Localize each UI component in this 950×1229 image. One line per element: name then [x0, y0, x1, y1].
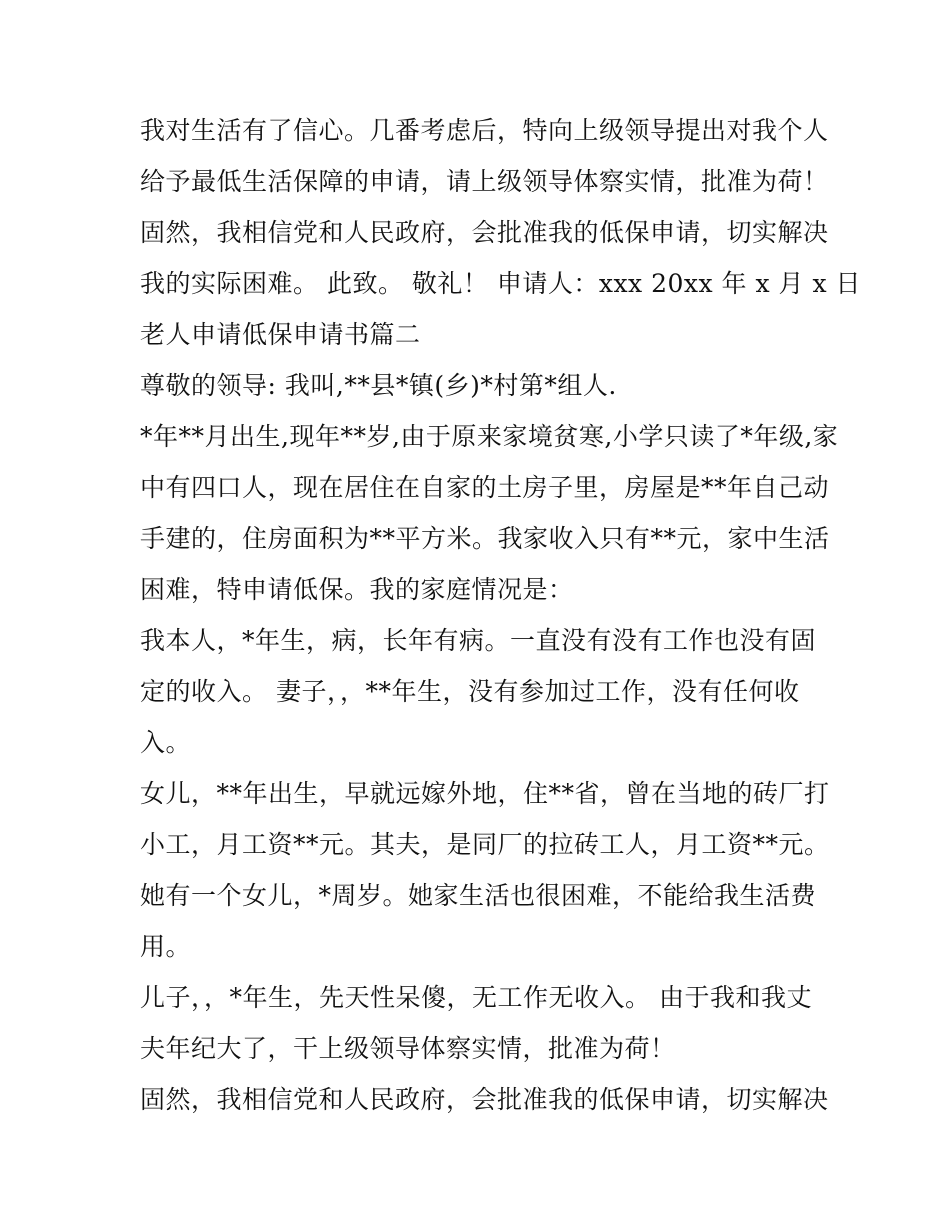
text-line: 定的收入。 妻子，，**年生，没有参加过工作，没有任何收 [140, 677, 800, 706]
text-line: 女儿，**年出生，早就远嫁外地，住**省，曾在当地的砖厂打 [140, 779, 830, 808]
text-line: 儿子，，*年生，先天性呆傻，无工作无收入。 由于我和我丈 [140, 983, 812, 1012]
text-line: 我对生活有了信心。几番考虑后，特向上级领导提出对我个人 [140, 116, 829, 145]
text-line: 困难，特申请低保。我的家庭情况是： [140, 575, 574, 604]
text-line: *年**月出生,现年**岁,由于原来家境贫寒,小学只读了*年级,家 [140, 422, 839, 451]
text-line: 手建的，住房面积为**平方米。我家收入只有**元，家中生活 [140, 524, 830, 553]
text-line: 小工，月工资**元。其夫，是同厂的拉砖工人，月工资**元。 [140, 830, 830, 859]
text-line: 她有一个女儿，*周岁。她家生活也很困难，不能给我生活费 [140, 881, 817, 910]
text-line: 我本人，*年生，病，长年有病。一直没有没有工作也没有固 [140, 626, 817, 655]
section-heading: 老人申请低保申请书篇二 [140, 320, 421, 349]
text-line: 我的实际困难。 此致。 敬礼！ 申请人：xxx 20xx 年 x 月 x 日 [140, 269, 862, 298]
text-line: 给予最低生活保障的申请，请上级领导体察实情，批准为荷！ [140, 167, 829, 196]
text-line: 入。 [140, 728, 192, 757]
text-line: 用。 [140, 932, 192, 961]
text-line: 中有四口人，现在居住在自家的土房子里，房屋是**年自己动 [140, 473, 830, 502]
text-line: 尊敬的领导: 我叫,**县*镇(乡)*村第*组人. [140, 371, 617, 400]
document-body [140, 105, 862, 1125]
text-line: 夫年纪大了，干上级领导体察实情，批准为荷！ [140, 1034, 676, 1063]
text-line: 固然，我相信党和人民政府，会批准我的低保申请，切实解决 [140, 1085, 829, 1114]
text-line: 固然，我相信党和人民政府，会批准我的低保申请，切实解决 [140, 218, 829, 247]
